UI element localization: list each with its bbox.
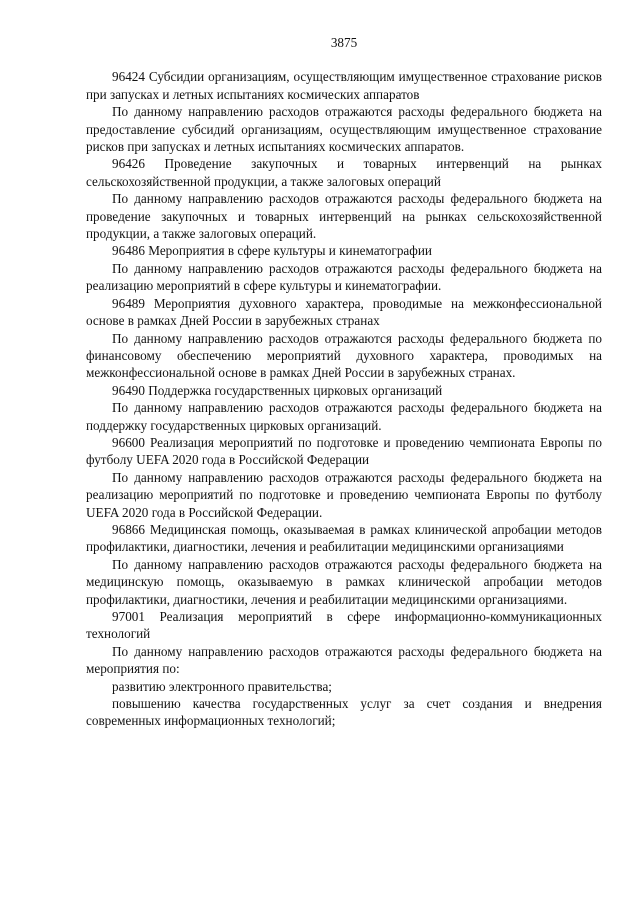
paragraph-96600-body: По данному направлению расходов отражаются расходы федерального бюджета на реализацию мероприятий по подготовке и проведению чемпионата Европы по футболу UEFA 2020 года в Российской Федерации.: [86, 469, 602, 520]
paragraph-96426-title: 96426 Проведение закупочных и товарных интервенций на рынках сельскохозяйственной продукции, а также залоговых операций: [86, 156, 602, 189]
paragraph-97001-title: 97001 Реализация мероприятий в сфере информационно-коммуникационных технологий: [86, 609, 602, 642]
paragraph-96486-body: По данному направлению расходов отражаются расходы федерального бюджета на реализацию мероприятий в сфере культуры и кинематографии.: [86, 260, 602, 294]
paragraph-96600-title: 96600 Реализация мероприятий по подготовке и проведению чемпионата Европы по футболу UEFA 2020 года в Российской Федерации: [86, 434, 602, 468]
list-item-service-quality: повышению качества государственных услуг за счет создания и внедрения современных информационных технологий;: [86, 696, 602, 729]
paragraph-96866-title: 96866 Медицинская помощь, оказываемая в рамках клинической апробации методов профилактики, диагностики, лечения и реабилитации медицинскими организациями: [86, 521, 602, 555]
paragraph-96490-body: По данному направлению расходов отражаются расходы федерального бюджета на поддержку государственных цирковых организаций.: [86, 400, 602, 433]
document-page: [86, 34, 602, 730]
paragraph-96490-title: 96490 Поддержка государственных цирковых организаций: [112, 382, 443, 398]
list-item-e-government: развитию электронного правительства;: [112, 678, 332, 694]
paragraph-96486-title: 96486 Мероприятия в сфере культуры и кинематографии: [112, 243, 432, 259]
paragraph-96489-title: 96489 Мероприятия духовного характера, проводимые на межконфессиональной основе в рамках Дней России в зарубежных странах: [86, 295, 602, 329]
paragraph-97001-body: По данному направлению расходов отражаются расходы федерального бюджета на мероприятия по:: [86, 643, 602, 677]
paragraph-96489-body: По данному направлению расходов отражаются расходы федерального бюджета по финансовому обеспечению мероприятий духовного характера, проводимых на межконфессиональной основе в рамках Дней России в зарубежных странах.: [86, 330, 602, 381]
page-number: 3875: [330, 35, 358, 50]
paragraph-96424-title: 96424 Субсидии организациям, осуществляющим имущественное страхование рисков при запусках и летных испытаниях космических аппаратов: [86, 69, 602, 102]
paragraph-96426-body: По данному направлению расходов отражаются расходы федерального бюджета на проведение закупочных и товарных интервенций на рынках сельскохозяйственной продукции, а также залоговых операций.: [86, 191, 602, 242]
paragraph-96424-body: По данному направлению расходов отражаются расходы федерального бюджета на предоставление субсидий организациям, осуществляющим имущественное страхование рисков при запусках и летных испытаниях космических аппаратов.: [86, 104, 602, 155]
paragraph-96866-body: По данному направлению расходов отражаются расходы федерального бюджета на медицинскую помощь, оказываемую в рамках клинической апробации методов профилактики, диагностики, лечения и реабилитации медицинскими организациями.: [86, 556, 602, 607]
